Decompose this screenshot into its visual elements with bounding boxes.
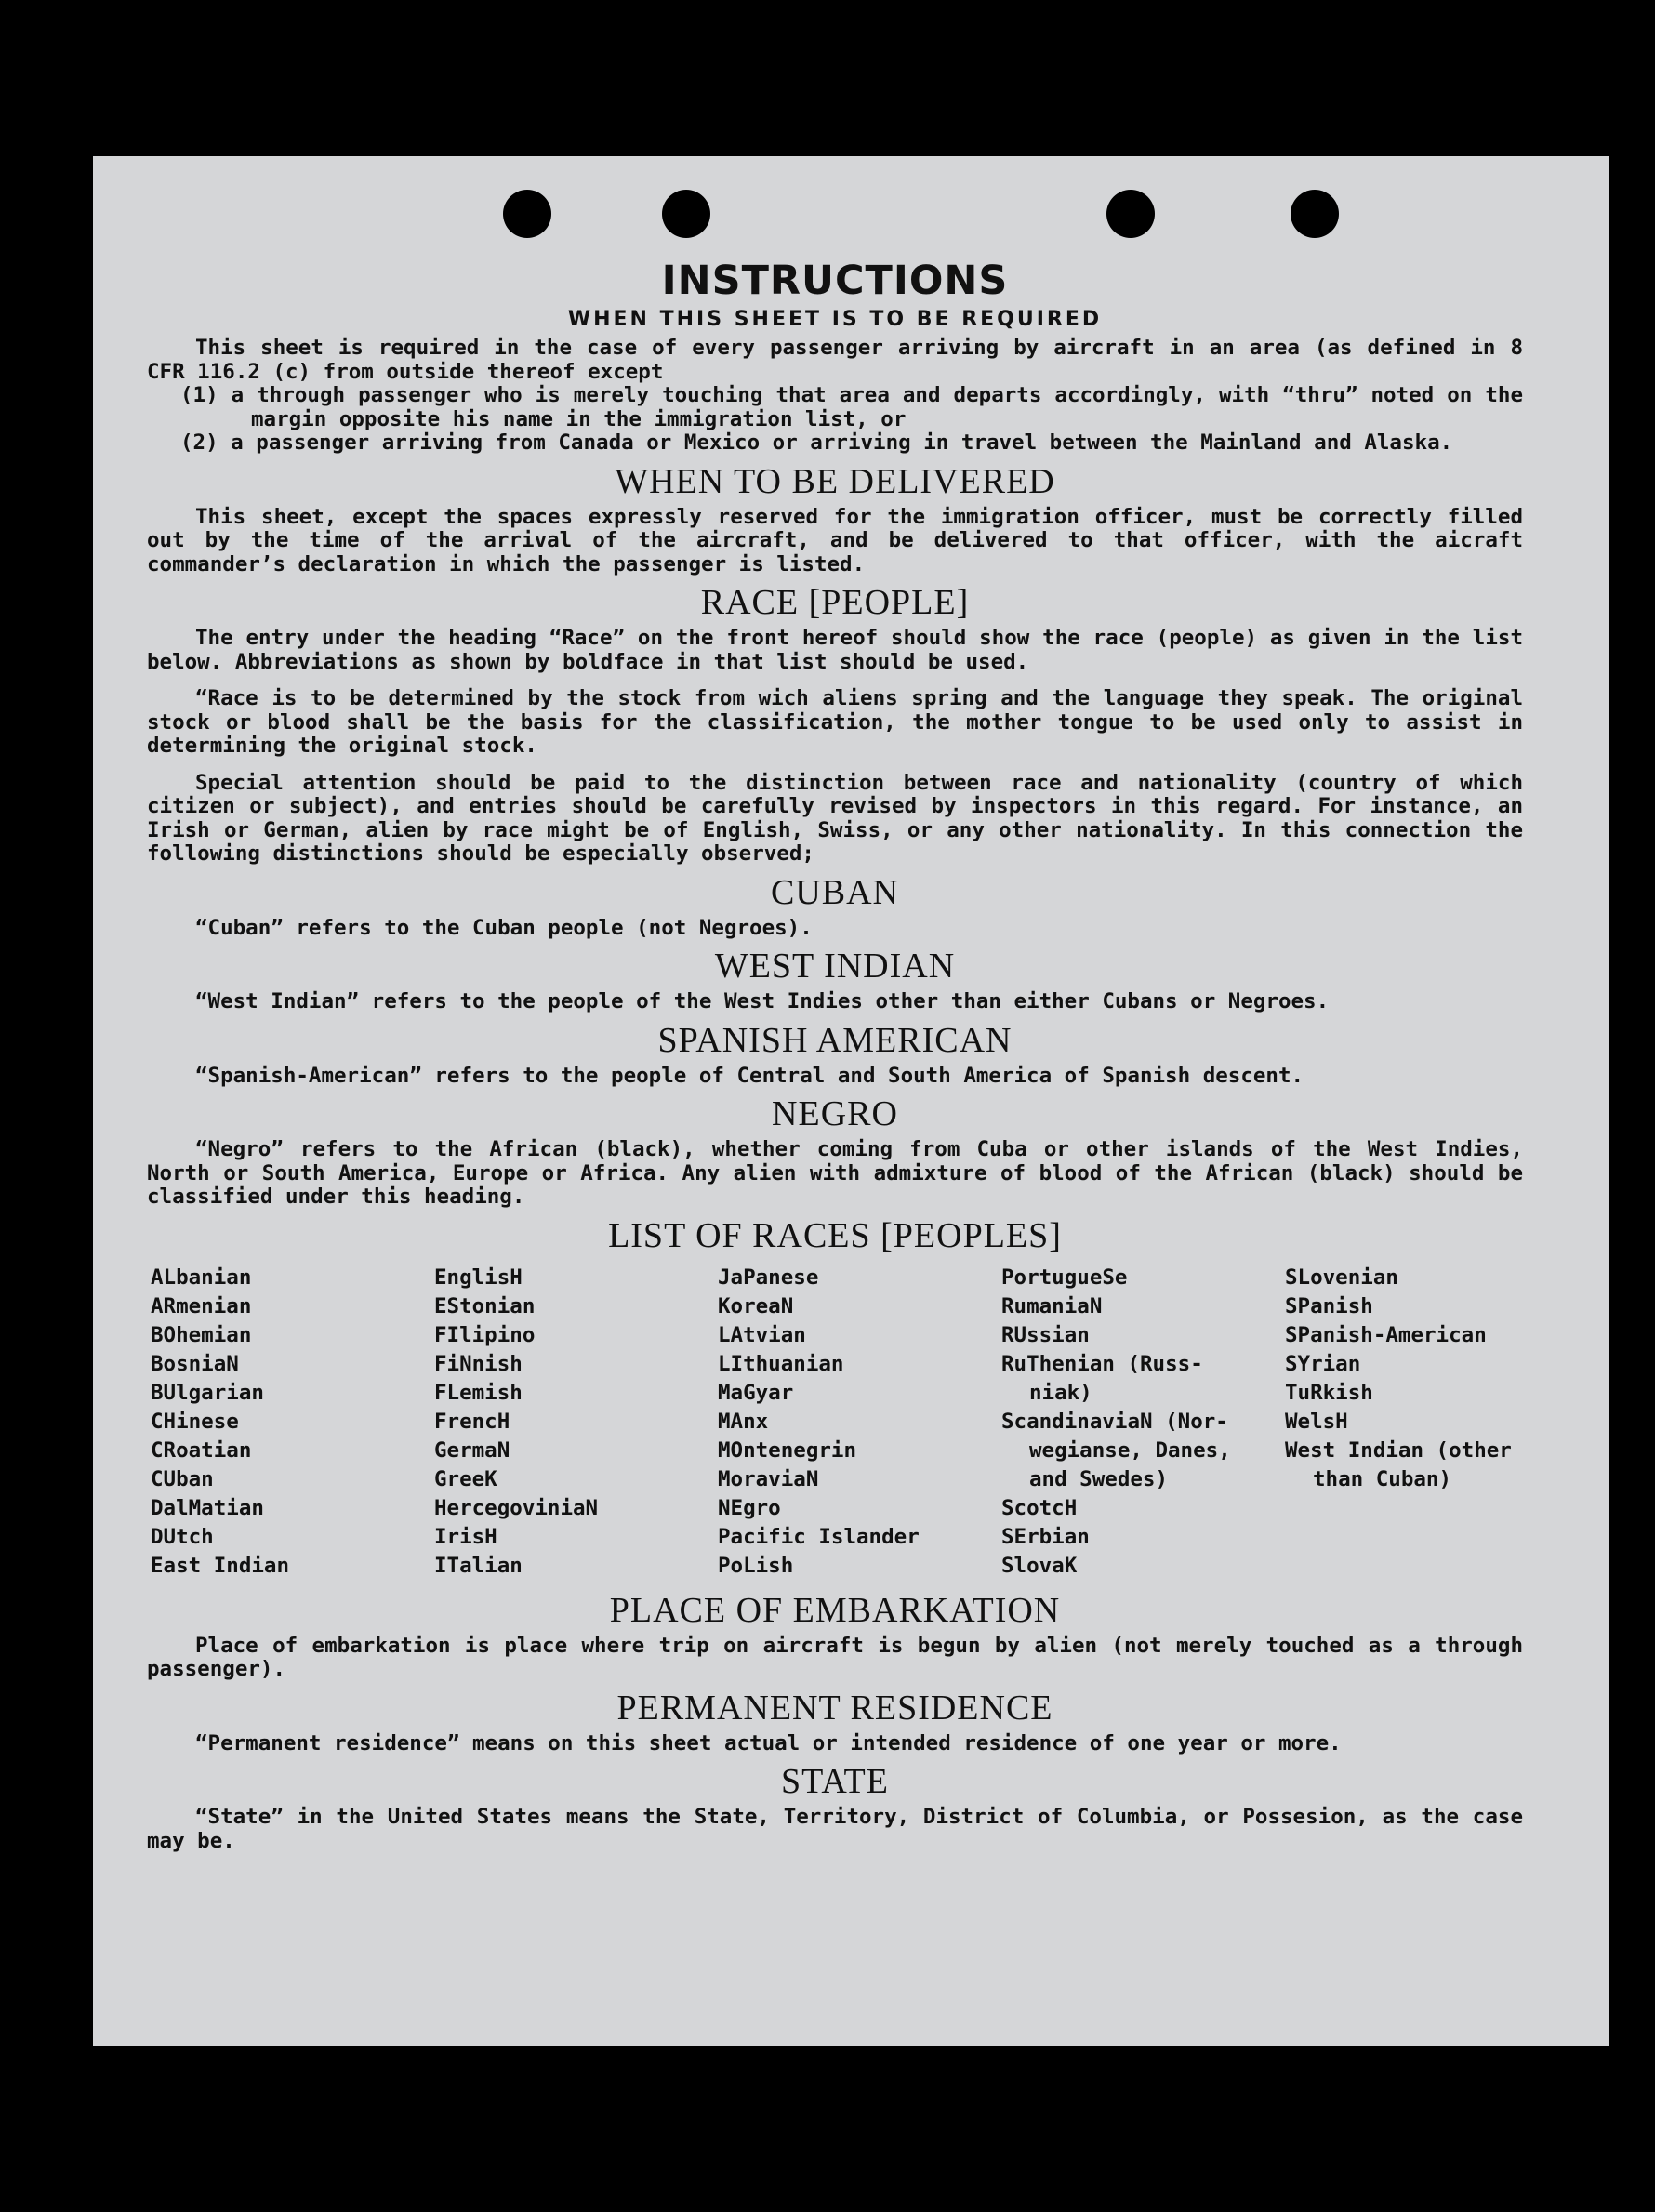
section-heading-cuban: CUBAN	[770, 872, 900, 912]
race-item: PortugueSe	[1001, 1265, 1128, 1290]
race-item: FIlipino	[434, 1322, 536, 1347]
race-paragraph: “Race is to be determined by the stock from wich aliens spring and the language they speak. The original stock or blood shall be the basis for the classification, the mother tongue to be used only to assist in determining the original stock.	[147, 686, 1523, 758]
spanish-american-paragraph: “Spanish-American” refers to the people of Central and South America of Spanish descent.	[195, 1063, 1304, 1088]
race-item: ScotcH	[1001, 1495, 1078, 1520]
race-item-continuation: niak)	[1029, 1380, 1092, 1405]
race-item: EnglisH	[434, 1265, 523, 1290]
section-heading-race: RACE [PEOPLE]	[700, 583, 970, 622]
section-heading-embarkation: PLACE OF EMBARKATION	[609, 1590, 1061, 1630]
race-list-column	[1001, 1264, 1285, 1581]
race-item: IrisH	[434, 1524, 497, 1549]
exception-item: (1) a through passenger who is merely touching that area and departs accordingly, with “thru” noted on the margin opposite his name in the immigration list, or	[180, 383, 1523, 431]
section-heading-delivered: WHEN TO BE DELIVERED	[615, 461, 1055, 501]
race-paragraph: The entry under the heading “Race” on the front hereof should show the race (people) as given in the list below. Abbreviations as shown by boldface in that list should be used.	[147, 626, 1523, 674]
race-item: SYrian	[1285, 1351, 1361, 1376]
embarkation-paragraph: Place of embarkation is place where trip on aircraft is begun by alien (not merely touched as a through passenger).	[147, 1633, 1523, 1681]
race-item: ScandinaviaN (Nor-	[1001, 1409, 1228, 1434]
page-subtitle: WHEN THIS SHEET IS TO BE REQUIRED	[567, 308, 1103, 331]
race-item: SlovaK	[1001, 1553, 1078, 1578]
punch-hole	[662, 190, 710, 238]
race-item: FLemish	[434, 1380, 523, 1405]
race-list	[151, 1264, 1523, 1581]
race-item: BosniaN	[151, 1351, 239, 1376]
race-item: PoLish	[718, 1553, 794, 1578]
race-item: RuThenian (Russ-	[1001, 1351, 1203, 1376]
race-item: SPanish-American	[1285, 1322, 1487, 1347]
race-item: FrencH	[434, 1409, 510, 1434]
section-heading-negro: NEGRO	[772, 1094, 898, 1133]
race-item: TuRkish	[1285, 1380, 1373, 1405]
race-item: ALbanian	[151, 1265, 252, 1290]
residence-paragraph: “Permanent residence” means on this sheet actual or intended residence of one year or more.	[195, 1730, 1342, 1755]
race-item: SPanish	[1285, 1293, 1373, 1318]
race-item: WelsH	[1285, 1409, 1348, 1434]
race-item: RumaniaN	[1001, 1293, 1103, 1318]
sheet-content	[147, 258, 1523, 1853]
negro-paragraph: “Negro” refers to the African (black), whether coming from Cuba or other islands of the West Indies, North or South America, Europe or Africa. Any alien with admixture of blood of the African (black) should be classified under this heading.	[147, 1137, 1523, 1209]
race-item: NEgro	[718, 1495, 781, 1520]
section-heading-residence: PERMANENT RESIDENCE	[616, 1688, 1053, 1728]
section-heading-race-list: LIST OF RACES [PEOPLES]	[608, 1215, 1062, 1255]
instruction-sheet	[93, 156, 1609, 2046]
race-item: DalMatian	[151, 1495, 264, 1520]
race-item: ARmenian	[151, 1293, 252, 1318]
punch-hole	[503, 190, 551, 238]
race-item: FiNnish	[434, 1351, 523, 1376]
race-item: CRoatian	[151, 1437, 252, 1463]
race-list-column	[151, 1264, 434, 1581]
race-item-continuation: wegianse, Danes,	[1029, 1437, 1231, 1463]
race-item: Pacific Islander	[718, 1524, 920, 1549]
race-item-continuation: than Cuban)	[1313, 1466, 1452, 1491]
race-list-column	[1285, 1264, 1569, 1581]
intro-paragraph: This sheet is required in the case of every passenger arriving by aircraft in an area (as defined in 8 CFR 116.2 (c) from outside thereof except	[147, 336, 1523, 384]
page-title: INSTRUCTIONS	[661, 258, 1009, 304]
section-heading-state: STATE	[781, 1762, 889, 1801]
race-item: HercegoviniaN	[434, 1495, 599, 1520]
punch-hole	[1106, 190, 1155, 238]
race-item: MAnx	[718, 1409, 769, 1434]
race-item: CUban	[151, 1466, 214, 1491]
state-paragraph: “State” in the United States means the State, Territory, District of Columbia, or Possesion, as the case may be.	[147, 1805, 1523, 1853]
exception-item: (2) a passenger arriving from Canada or Mexico or arriving in travel between the Mainland and Alaska.	[180, 430, 1453, 455]
race-item: CHinese	[151, 1409, 239, 1434]
race-item: SLovenian	[1285, 1265, 1398, 1290]
cuban-paragraph: “Cuban” refers to the Cuban people (not Negroes).	[195, 915, 813, 940]
race-item: MoraviaN	[718, 1466, 819, 1491]
section-heading-spanish-american: SPANISH AMERICAN	[657, 1020, 1013, 1060]
race-item: RUssian	[1001, 1322, 1090, 1347]
race-item: LAtvian	[718, 1322, 806, 1347]
west-indian-paragraph: “West Indian” refers to the people of the West Indies other than either Cubans or Negroes.	[195, 989, 1330, 1013]
delivered-paragraph: This sheet, except the spaces expressly reserved for the immigration officer, must be correctly filled out by the time of the arrival of the aircraft, and be delivered to that officer, with the aicraft commander’s declaration in which the passenger is listed.	[147, 504, 1523, 576]
punch-hole	[1291, 190, 1339, 238]
race-item: West Indian (other	[1285, 1437, 1512, 1463]
race-item: DUtch	[151, 1524, 214, 1549]
race-item: KoreaN	[718, 1293, 794, 1318]
race-item: MOntenegrin	[718, 1437, 857, 1463]
race-item: ITalian	[434, 1553, 523, 1578]
race-item: MaGyar	[718, 1380, 794, 1405]
race-list-column	[718, 1264, 1001, 1581]
race-item: GreeK	[434, 1466, 497, 1491]
race-item: BUlgarian	[151, 1380, 264, 1405]
race-item: LIthuanian	[718, 1351, 844, 1376]
race-item: SErbian	[1001, 1524, 1090, 1549]
race-item: BOhemian	[151, 1322, 252, 1347]
race-item: GermaN	[434, 1437, 510, 1463]
race-item-continuation: and Swedes)	[1029, 1466, 1169, 1491]
race-item: JaPanese	[718, 1265, 819, 1290]
race-item: EStonian	[434, 1293, 536, 1318]
race-list-column	[434, 1264, 718, 1581]
race-item: East Indian	[151, 1553, 290, 1578]
race-paragraph: Special attention should be paid to the distinction between race and nationality (country of which citizen or subject), and entries should be carefully revised by inspectors in this regard. For instance, an Irish or German, alien by race might be of English, Swiss, or any other nationality. In this connection the following distinctions should be especially observed;	[147, 770, 1523, 866]
section-heading-west-indian: WEST INDIAN	[714, 947, 956, 986]
